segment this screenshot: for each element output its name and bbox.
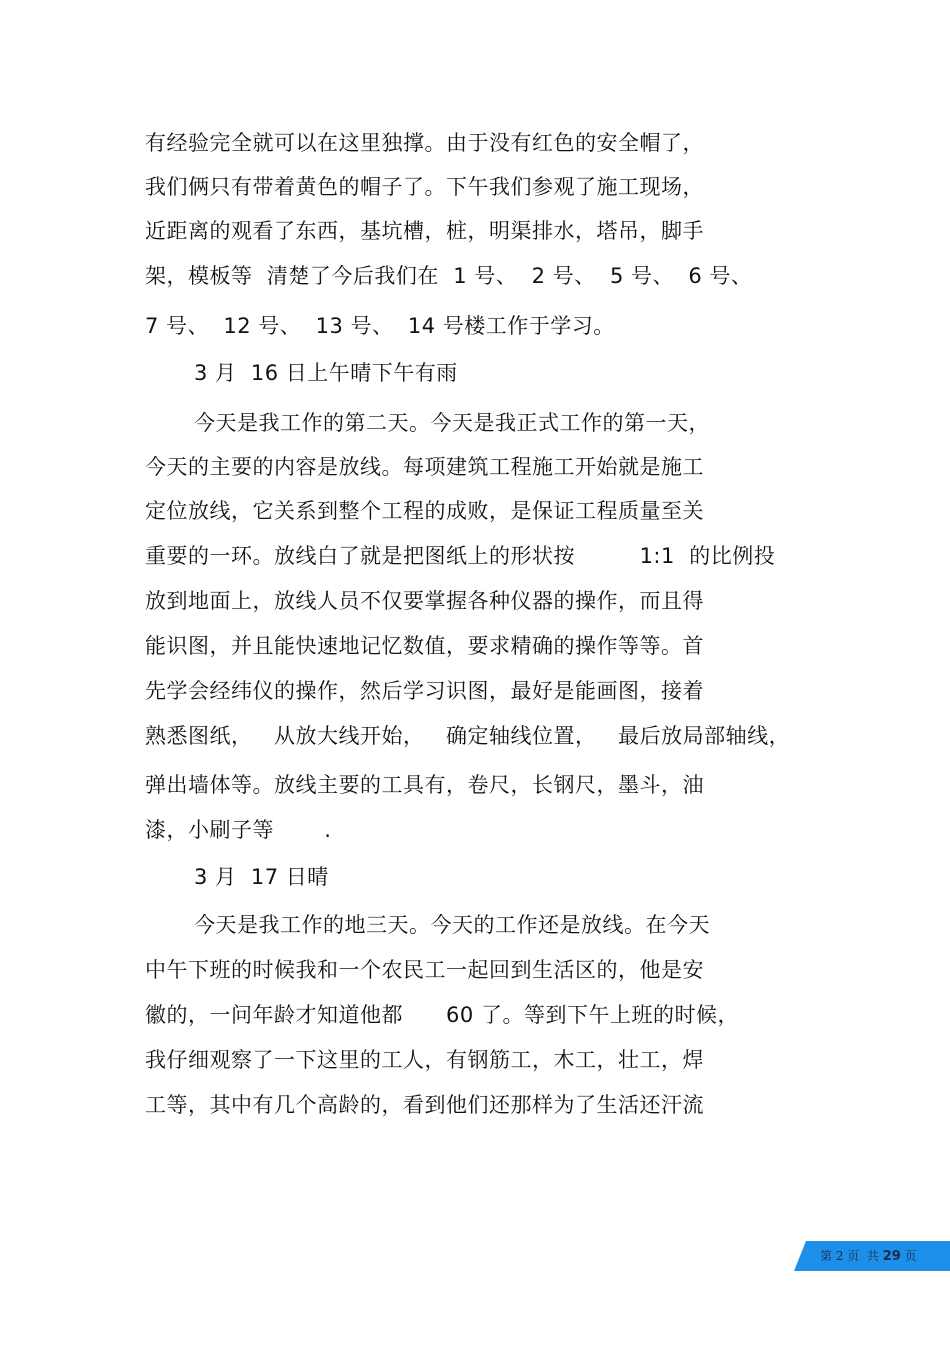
- page-number-label: [820, 1247, 917, 1264]
- page-suffix: 页: [900, 1249, 917, 1263]
- date-heading-16: 3 月 16 日上午晴下午有雨: [194, 361, 458, 385]
- text-line-10: 重要的一环。放线白了就是把图纸上的形状按 1:1 的比例投: [145, 544, 776, 568]
- date-heading-17: 3 月 17 日晴: [194, 865, 329, 889]
- text-line-21: 我仔细观察了一下这里的工人，有钢筋工，木工，壮工，焊: [145, 1048, 704, 1072]
- text-line-20: 徽的，一问年龄才知道他都 60 了。等到下午上班的时候，: [145, 1003, 739, 1027]
- page-number-badge: [794, 1241, 950, 1271]
- text-line-4: 架，模板等 清楚了今后我们在 1 号、 2 号、 5 号、 6 号、: [145, 264, 753, 288]
- text-line-19: 中午下班的时候我和一个农民工一起回到生活区的，他是安: [145, 958, 704, 982]
- text-line-3: 近距离的观看了东西，基坑槽，桩，明渠排水，塔吊，脚手: [145, 219, 704, 243]
- text-line-2: 我们俩只有带着黄色的帽子了。下午我们参观了施工现场，: [145, 175, 704, 199]
- text-line-7: 今天是我工作的第二天。今天是我正式工作的第一天，: [194, 411, 710, 435]
- text-line-13: 先学会经纬仪的操作，然后学习识图，最好是能画图，接着: [145, 679, 704, 703]
- text-line-22: 工等，其中有几个高龄的，看到他们还那样为了生活还汗流: [145, 1093, 704, 1117]
- text-line-16: 漆，小刷子等 .: [145, 818, 332, 842]
- text-line-9: 定位放线，它关系到整个工程的成败，是保证工程质量至关: [145, 499, 704, 523]
- total-pages: 29: [882, 1249, 901, 1264]
- current-page: 2: [835, 1249, 844, 1263]
- page-middle: 页 共: [843, 1249, 883, 1263]
- text-line-14: 熟悉图纸， 从放大线开始， 确定轴线位置， 最后放局部轴线，: [145, 724, 791, 748]
- text-line-12: 能识图，并且能快速地记忆数值，要求精确的操作等等。首: [145, 634, 704, 658]
- text-line-5: 7 号、 12 号、 13 号、 14 号楼工作于学习。: [145, 314, 615, 338]
- text-line-18: 今天是我工作的地三天。今天的工作还是放线。在今天: [194, 913, 710, 937]
- text-line-11: 放到地面上，放线人员不仅要掌握各种仪器的操作，而且得: [145, 589, 704, 613]
- text-line-15: 弹出墙体等。放线主要的工具有，卷尺，长钢尺，墨斗，油: [145, 773, 704, 797]
- page-prefix: 第: [820, 1249, 836, 1263]
- text-line-8: 今天的主要的内容是放线。每项建筑工程施工开始就是施工: [145, 455, 704, 479]
- text-line-1: 有经验完全就可以在这里独撑。由于没有红色的安全帽了，: [145, 131, 704, 155]
